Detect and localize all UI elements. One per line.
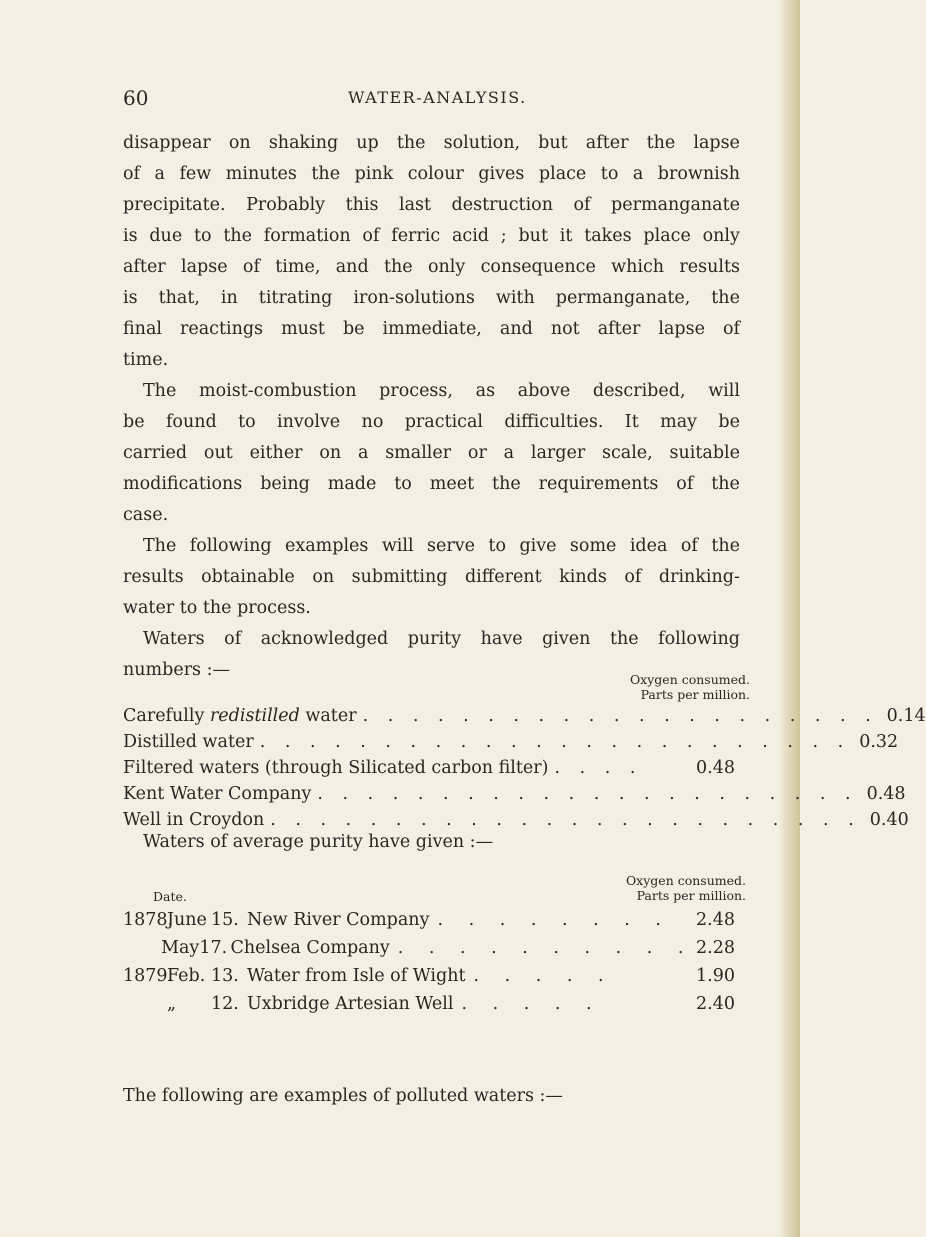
oxygen-value: 0.48 [696, 758, 735, 778]
dot-leader: . . . . . . . . . . [397, 938, 694, 958]
body-text [123, 128, 740, 686]
dot-leader: . . . . . [473, 966, 614, 986]
dot-leader: . . . . . . . . . . . . . . . . . . . . . . . . [259, 732, 851, 752]
table-row: Well in Croydon . . . . . . . . . . . . . . . . . . . . . . . . 0.40 [123, 807, 735, 833]
text-line: disappear on shaking up the solution, but after the lapse [123, 133, 740, 153]
page-number: 60 [123, 86, 149, 110]
dot-leader: . . . . . . . . . . . . . . . . . . . . . [362, 706, 878, 726]
running-head: WATER-ANALYSIS. [348, 88, 527, 107]
text-line: precipitate. Probably this last destruction of permanganate [123, 195, 740, 215]
table-row: 1878. June 15. New River Company . . . . . . . . 2.48 [123, 906, 735, 934]
oxygen-value: 2.28 [696, 938, 735, 958]
oxygen-value: 2.48 [696, 910, 735, 930]
paragraph-polluted-waters: The following are examples of polluted waters :— [123, 1086, 563, 1106]
text-line: Waters of acknowledged purity have given the following [143, 629, 740, 649]
oxygen-value: 1.90 [696, 966, 735, 986]
text-line: of a few minutes the pink colour gives place to a brownish [123, 164, 740, 184]
table-row: Distilled water . . . . . . . . . . . . . . . . . . . . . . . . 0.32 [123, 729, 735, 755]
oxygen-value: 0.48 [866, 784, 906, 804]
table1-column-header: Oxygen consumed. Parts per million. [629, 672, 750, 702]
table-average-waters [123, 906, 735, 1018]
text-line: be found to involve no practical difficulties. It may be [123, 412, 740, 432]
dot-leader: . . . . . . . . . . . . . . . . . . . . . . [317, 784, 858, 804]
text-line: time. [123, 350, 169, 370]
text-line: The moist-combustion process, as above described, will [143, 381, 740, 401]
page-header [0, 86, 800, 116]
text-line: results obtainable on submitting different kinds of drinking- [123, 567, 740, 587]
table-pure-waters [123, 703, 926, 833]
table-row: Filtered waters (through Silicated carbon filter) . . . . 0.48 [123, 755, 735, 781]
dot-leader: . . . . . [461, 994, 602, 1014]
text-line: final reactings must be immediate, and not after lapse of [123, 319, 740, 339]
dot-leader: . . . . [554, 758, 643, 778]
text-line: water to the process. [123, 598, 311, 618]
dot-leader: . . . . . . . . [437, 910, 671, 930]
table-row: 1879. Feb. 13. Water from Isle of Wight . . . . . 1.90 [123, 962, 735, 990]
oxygen-value: 0.40 [869, 810, 909, 830]
text-line: after lapse of time, and the only consequence which results [123, 257, 740, 277]
oxygen-value: 0.32 [859, 732, 899, 752]
table-row: „ 12. Uxbridge Artesian Well . . . . . 2.40 [123, 990, 735, 1018]
text-line: modifications being made to meet the requirements of the [123, 474, 740, 494]
paragraph-average-purity: Waters of average purity have given :— [143, 832, 494, 852]
table-row: May 17. Chelsea Company . . . . . . . . . . 2.28 [123, 934, 735, 962]
table-row: Kent Water Company . . . . . . . . . . . . . . . . . . . . . . 0.48 [123, 781, 735, 807]
text-line: numbers :— [123, 660, 230, 680]
text-line: carried out either on a smaller or a larger scale, suitable [123, 443, 740, 463]
date-column-header: Date. [153, 889, 187, 904]
text-line: is that, in titrating iron-solutions with permanganate, the [123, 288, 740, 308]
text-line: The following examples will serve to give some idea of the [143, 536, 740, 556]
table2-column-header: Oxygen consumed. Parts per million. [625, 873, 746, 903]
dot-leader: . . . . . . . . . . . . . . . . . . . . . . . . [270, 810, 861, 830]
oxygen-value: 2.40 [696, 994, 735, 1014]
oxygen-value: 0.14 [886, 706, 926, 726]
table-row: Carefully redistilled water . . . . . . . . . . . . . . . . . . . . . 0.14 [123, 703, 735, 729]
page-edge-shadow [778, 0, 800, 1237]
text-line: is due to the formation of ferric acid ; but it takes place only [123, 226, 740, 246]
text-line: case. [123, 505, 169, 525]
